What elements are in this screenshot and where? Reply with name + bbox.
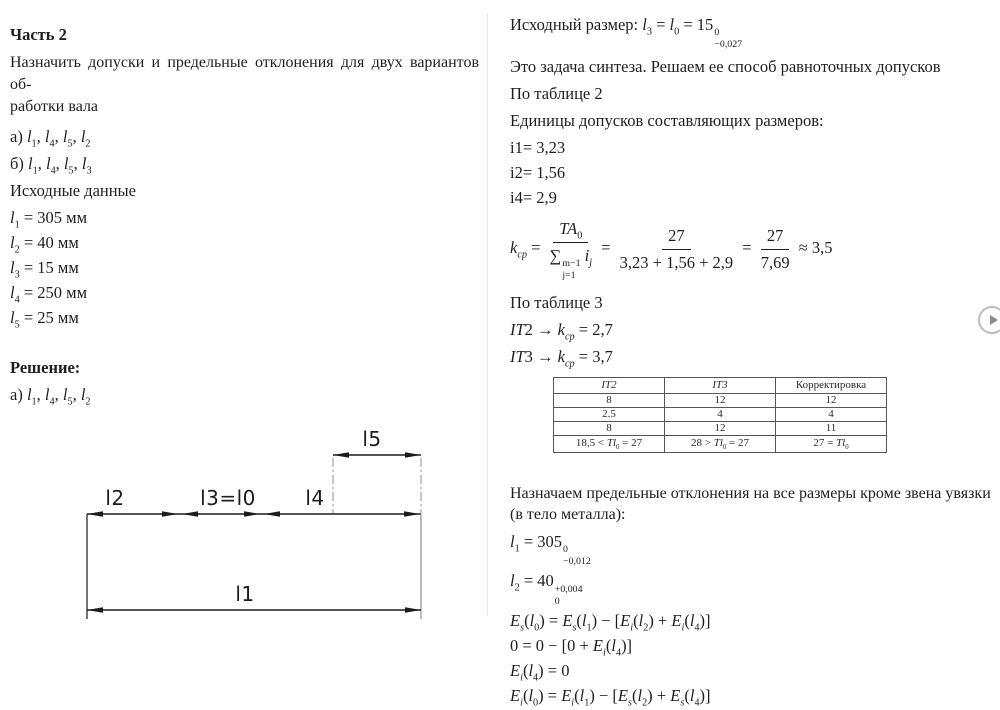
text-run: )] bbox=[621, 636, 633, 656]
text-run: 5 bbox=[14, 319, 20, 331]
text-run: 8 bbox=[606, 421, 612, 434]
text-run: , bbox=[73, 154, 82, 173]
text-run: 2 → bbox=[524, 319, 558, 339]
text-run: )] bbox=[699, 611, 711, 631]
text-run: 5 bbox=[67, 396, 73, 408]
dim-label-l2: l2 bbox=[105, 486, 125, 510]
dim-label-l4: l4 bbox=[305, 486, 325, 510]
text-run: , bbox=[36, 127, 45, 146]
text-run: i bbox=[681, 622, 685, 634]
assignment-line-2: (в тело металла): bbox=[510, 505, 626, 523]
text-run: = 27 bbox=[619, 437, 643, 450]
table-cell bbox=[776, 421, 887, 435]
list-line: i1= 3,23 bbox=[510, 137, 566, 157]
list-line: i2= 1,56 bbox=[510, 162, 566, 182]
text-run: а) bbox=[10, 127, 27, 146]
text-run: 2 bbox=[85, 396, 91, 408]
text-run: ) + bbox=[647, 686, 671, 706]
arrowhead bbox=[162, 511, 178, 516]
text-run: l bbox=[81, 154, 87, 173]
text-run: l bbox=[62, 127, 68, 146]
text-run: 12 bbox=[714, 421, 726, 434]
text-run: l bbox=[642, 15, 647, 34]
text-run: 1 bbox=[31, 396, 37, 408]
list-line bbox=[510, 660, 980, 682]
text-run: 5 bbox=[67, 138, 73, 150]
table-row bbox=[554, 393, 887, 407]
table2-reference: По таблице 2 bbox=[510, 83, 603, 103]
text-run: )] bbox=[699, 686, 711, 706]
text-run: ( bbox=[605, 636, 612, 656]
text-run: −0,012 bbox=[563, 555, 591, 567]
text-run: Корректировка bbox=[795, 378, 867, 391]
text-run: l bbox=[10, 258, 15, 277]
text-run: Tl bbox=[713, 437, 723, 450]
text-run: 0 = 0 − [0 + bbox=[510, 636, 593, 656]
text-run: , bbox=[72, 385, 81, 404]
text-run: 3 bbox=[86, 165, 92, 177]
text-run: , bbox=[55, 154, 64, 173]
deviation-equations bbox=[510, 531, 980, 708]
text-run bbox=[662, 224, 691, 250]
text-run: 0 bbox=[563, 544, 568, 556]
text-run: 0 bbox=[616, 444, 620, 452]
table-header-row bbox=[554, 377, 887, 393]
text-run: ср bbox=[565, 357, 575, 369]
list-line bbox=[10, 307, 479, 329]
text-run: 1 bbox=[584, 697, 590, 709]
text-run: 0 bbox=[534, 622, 540, 634]
variant-b bbox=[10, 153, 479, 175]
table-row bbox=[554, 407, 887, 421]
text-run: i bbox=[630, 622, 634, 634]
initial-data-heading: Исходные данные bbox=[10, 181, 136, 200]
text-run: +0,004 bbox=[554, 583, 583, 595]
table-cell bbox=[554, 393, 665, 407]
text-run bbox=[550, 243, 593, 282]
text-run: 8 bbox=[606, 393, 612, 406]
table-cell bbox=[665, 407, 776, 421]
text-run: 2.5 bbox=[602, 407, 616, 420]
text-run: IT3 bbox=[712, 378, 728, 391]
text-run: 12 bbox=[714, 393, 726, 406]
table-cell bbox=[554, 435, 665, 452]
text-run: 4 bbox=[533, 672, 539, 684]
text-run: = bbox=[526, 238, 545, 257]
text-run: = 40 мм bbox=[19, 233, 79, 252]
text-run: ( bbox=[574, 686, 580, 706]
assignment-line-1: Назначаем предельные отклонения на все размеры кроме звена увязки bbox=[510, 484, 991, 502]
it2-result bbox=[510, 319, 980, 341]
part-heading: Часть 2 bbox=[10, 25, 67, 44]
text-run: −0,027 bbox=[714, 39, 743, 51]
text-run: 2 bbox=[14, 244, 20, 256]
task-line-2: работки вала bbox=[10, 98, 99, 115]
arrowhead bbox=[87, 607, 103, 612]
text-run: = 250 мм bbox=[19, 283, 88, 302]
text-run: ср bbox=[517, 249, 527, 261]
left-column bbox=[10, 24, 479, 632]
table-cell bbox=[776, 393, 887, 407]
text-run: ) = bbox=[539, 611, 563, 631]
text-run: l bbox=[581, 611, 587, 631]
text-run bbox=[761, 224, 790, 275]
list-line bbox=[510, 635, 980, 657]
text-run: E bbox=[510, 686, 521, 706]
text-run bbox=[620, 250, 734, 275]
text-run: i bbox=[584, 245, 590, 265]
text-run bbox=[550, 217, 593, 282]
text-run: j bbox=[589, 257, 593, 269]
text-run: E bbox=[562, 611, 573, 631]
text-run: ( bbox=[633, 611, 639, 631]
text-run: Исходный размер: bbox=[510, 15, 643, 34]
table-head bbox=[554, 377, 887, 393]
text-run: k bbox=[557, 319, 565, 339]
text-run: 12 bbox=[825, 393, 837, 406]
text-run: E bbox=[510, 661, 521, 681]
text-run bbox=[620, 224, 734, 275]
text-run: l bbox=[510, 531, 515, 551]
diagram-svg bbox=[40, 422, 490, 627]
text-run: l bbox=[637, 686, 643, 706]
text-run: , bbox=[72, 127, 81, 146]
text-run: ∑ bbox=[549, 245, 562, 265]
text-run: 0 bbox=[714, 27, 720, 39]
text-run: l bbox=[28, 154, 33, 173]
text-run: 3,23 + 1,56 + 2,9 bbox=[619, 252, 734, 272]
text-run: s bbox=[572, 622, 577, 634]
text-run: 0 bbox=[554, 595, 560, 607]
text-run: l bbox=[689, 611, 695, 631]
play-arrow-icon bbox=[990, 315, 998, 325]
arrowhead bbox=[264, 511, 280, 516]
text-run: IT bbox=[510, 319, 525, 339]
table-header-cell bbox=[665, 377, 776, 393]
text-run: = 40 bbox=[519, 571, 554, 591]
solution-variant bbox=[10, 384, 479, 406]
table-cell bbox=[665, 393, 776, 407]
text-run: ( bbox=[684, 611, 690, 631]
list-line bbox=[10, 282, 479, 304]
text-run: 28 > bbox=[690, 437, 714, 450]
text-run: 2 bbox=[514, 582, 520, 594]
text-run: ) = bbox=[538, 686, 562, 706]
text-run: l bbox=[45, 154, 51, 173]
text-run: ( bbox=[631, 686, 638, 706]
text-run: ≈ 3,5 bbox=[794, 238, 833, 257]
text-run: m−1 bbox=[562, 258, 581, 270]
text-run: 4 bbox=[694, 697, 700, 709]
text-run: E bbox=[592, 636, 604, 656]
text-run: 0 bbox=[533, 697, 539, 709]
text-run: l bbox=[529, 611, 535, 631]
text-run: 1 bbox=[32, 165, 38, 177]
text-run: k bbox=[510, 238, 518, 257]
text-run: Tl bbox=[606, 437, 617, 450]
arrowhead bbox=[244, 511, 260, 516]
text-run bbox=[761, 224, 790, 250]
text-run: 4 bbox=[49, 396, 55, 408]
text-run: l bbox=[63, 154, 69, 173]
text-run: 1 bbox=[14, 219, 20, 231]
source-size-formula bbox=[510, 14, 980, 51]
table-cell bbox=[776, 407, 887, 421]
text-run: 11 bbox=[825, 421, 837, 434]
table-row bbox=[554, 435, 887, 452]
text-run: l bbox=[44, 385, 50, 404]
text-run: = 15 bbox=[679, 15, 714, 34]
variant-a bbox=[10, 126, 479, 148]
text-run: ( bbox=[684, 686, 690, 706]
arrowhead bbox=[182, 511, 198, 516]
text-run: l bbox=[80, 385, 86, 404]
text-run: ) − [ bbox=[591, 611, 621, 631]
text-run: l bbox=[689, 686, 695, 706]
text-run: ( bbox=[576, 611, 582, 631]
text-run: б) bbox=[10, 154, 29, 173]
text-run: 1 bbox=[586, 622, 592, 634]
text-run: i bbox=[520, 697, 523, 709]
table-header-cell bbox=[776, 377, 887, 393]
text-run: l bbox=[611, 636, 616, 656]
text-run: 3 bbox=[646, 26, 652, 38]
list-line bbox=[10, 207, 479, 229]
text-run: l bbox=[10, 283, 15, 302]
text-run: i bbox=[520, 672, 523, 684]
text-run: ) = 0 bbox=[538, 661, 570, 681]
text-run: l bbox=[10, 233, 15, 252]
list-line bbox=[510, 685, 980, 707]
arrowhead bbox=[333, 452, 349, 457]
arrowhead bbox=[405, 452, 421, 457]
text-run: 0 bbox=[577, 230, 583, 242]
text-run: 0 bbox=[845, 444, 849, 452]
text-run: l bbox=[528, 661, 534, 681]
text-run: E bbox=[510, 611, 521, 631]
text-run: Tl bbox=[836, 437, 846, 450]
text-run: , bbox=[36, 385, 45, 404]
text-run: E bbox=[670, 686, 681, 706]
text-run: E bbox=[671, 611, 682, 631]
text-run: 4 bbox=[49, 138, 55, 150]
text-run: l bbox=[669, 15, 675, 34]
text-run: s bbox=[627, 697, 632, 709]
text-run: l bbox=[10, 308, 15, 327]
table-body bbox=[554, 393, 887, 452]
right-column bbox=[510, 14, 991, 710]
text-run: l bbox=[638, 611, 644, 631]
table-cell bbox=[554, 421, 665, 435]
text-run: = bbox=[651, 15, 670, 34]
list-line: i4= 2,9 bbox=[510, 187, 557, 207]
text-run: j=1 bbox=[562, 269, 576, 281]
text-run: E bbox=[620, 611, 631, 631]
arrowhead bbox=[405, 607, 421, 612]
text-run: l bbox=[62, 385, 68, 404]
text-run: 3 → bbox=[524, 346, 558, 366]
text-run: 5 bbox=[68, 165, 74, 177]
text-run: E bbox=[561, 686, 572, 706]
text-run: TA bbox=[559, 218, 578, 238]
text-run: s bbox=[680, 697, 685, 709]
units-heading: Единицы допусков составляющих размеров: bbox=[510, 110, 824, 130]
table-row bbox=[554, 421, 887, 435]
dim-label-l5: l5 bbox=[362, 427, 382, 451]
arrowhead bbox=[87, 511, 103, 516]
text-run: l bbox=[44, 127, 50, 146]
tolerance-table bbox=[553, 377, 887, 453]
table-cell bbox=[554, 407, 665, 421]
text-run: l bbox=[10, 208, 15, 227]
list-line bbox=[10, 232, 479, 254]
list-line bbox=[510, 610, 980, 632]
dimension-chain-diagram bbox=[40, 422, 479, 632]
text-run: IT2 bbox=[601, 378, 617, 391]
text-run: 18,5 < bbox=[575, 437, 607, 450]
text-run: l bbox=[510, 571, 515, 591]
text-run bbox=[563, 544, 591, 567]
task-line-1: Назначить допуски и предельные отклонения для двух вариантов об- bbox=[10, 54, 479, 93]
text-run: i bbox=[603, 647, 606, 659]
text-run bbox=[562, 258, 580, 281]
unit-values bbox=[510, 137, 980, 209]
kcp-formula bbox=[510, 217, 980, 282]
text-run: , bbox=[54, 385, 63, 404]
text-run: = 2,7 bbox=[574, 319, 613, 339]
table-cell bbox=[776, 435, 887, 452]
text-run: 1 bbox=[514, 542, 520, 554]
text-run: 2 bbox=[643, 622, 649, 634]
text-run: 4 bbox=[828, 407, 834, 420]
text-run: ( bbox=[524, 611, 530, 631]
list-line bbox=[510, 570, 980, 607]
synthesis-note: Это задача синтеза. Решаем ее способ равноточных допусков bbox=[510, 56, 941, 76]
text-run: E bbox=[617, 686, 628, 706]
text-run: 3 bbox=[14, 269, 20, 281]
text-run: 0 bbox=[722, 444, 727, 452]
text-run: 27 = bbox=[813, 437, 837, 450]
arrowhead bbox=[404, 511, 420, 516]
text-run: = 15 мм bbox=[19, 258, 79, 277]
text-run: ср bbox=[565, 330, 575, 342]
dim-label-l3: l3=l0 bbox=[200, 486, 256, 510]
text-run: 27 bbox=[668, 225, 685, 245]
text-run: s bbox=[520, 622, 525, 634]
text-run bbox=[553, 217, 588, 243]
list-line bbox=[10, 257, 479, 279]
text-run: 2 bbox=[85, 138, 91, 150]
text-run: = bbox=[597, 238, 615, 257]
text-run: 7,69 bbox=[760, 252, 790, 272]
dim-label-l1: l1 bbox=[235, 582, 255, 606]
text-run bbox=[761, 250, 790, 275]
text-run: = bbox=[738, 238, 756, 257]
next-page-button[interactable] bbox=[978, 306, 1000, 334]
solution-heading: Решение: bbox=[10, 358, 81, 377]
text-run: ( bbox=[522, 686, 529, 706]
text-run: 4 bbox=[717, 407, 723, 420]
text-run: 4 bbox=[50, 165, 56, 177]
text-run: , bbox=[37, 154, 46, 173]
table-cell bbox=[665, 421, 776, 435]
text-run: 4 bbox=[694, 622, 700, 634]
text-run: 1 bbox=[31, 138, 37, 150]
text-run: 2 bbox=[642, 697, 648, 709]
table3-reference: По таблице 3 bbox=[510, 292, 603, 312]
it3-result bbox=[510, 346, 980, 368]
text-run: k bbox=[557, 346, 565, 366]
text-run: 27 bbox=[766, 225, 784, 245]
text-run: , bbox=[54, 127, 63, 146]
assignment-paragraph bbox=[510, 483, 991, 525]
text-run: ) + bbox=[648, 611, 672, 631]
text-run: = 27 bbox=[726, 437, 750, 450]
text-run: i bbox=[571, 697, 575, 709]
text-run bbox=[714, 27, 742, 50]
text-run: l bbox=[579, 686, 585, 706]
text-run: IT bbox=[510, 346, 525, 366]
list-line bbox=[510, 531, 980, 568]
table-header-cell bbox=[554, 377, 665, 393]
text-run: = 305 мм bbox=[19, 208, 88, 227]
text-run: 4 bbox=[14, 294, 20, 306]
text-run: ) − [ bbox=[589, 686, 618, 706]
text-run: 4 bbox=[615, 647, 622, 659]
text-run: ( bbox=[522, 661, 529, 681]
given-values bbox=[10, 207, 479, 329]
text-run: = 25 мм bbox=[19, 308, 79, 327]
text-run: = 3,7 bbox=[574, 346, 613, 366]
text-run: l bbox=[26, 385, 32, 404]
text-run: l bbox=[80, 127, 86, 146]
text-run: а) bbox=[10, 385, 27, 404]
table-cell bbox=[665, 435, 776, 452]
text-run: l bbox=[26, 127, 32, 146]
text-run: l bbox=[528, 686, 534, 706]
text-run: 0 bbox=[674, 26, 680, 38]
text-run bbox=[555, 584, 583, 607]
text-run: = 305 bbox=[519, 531, 563, 551]
